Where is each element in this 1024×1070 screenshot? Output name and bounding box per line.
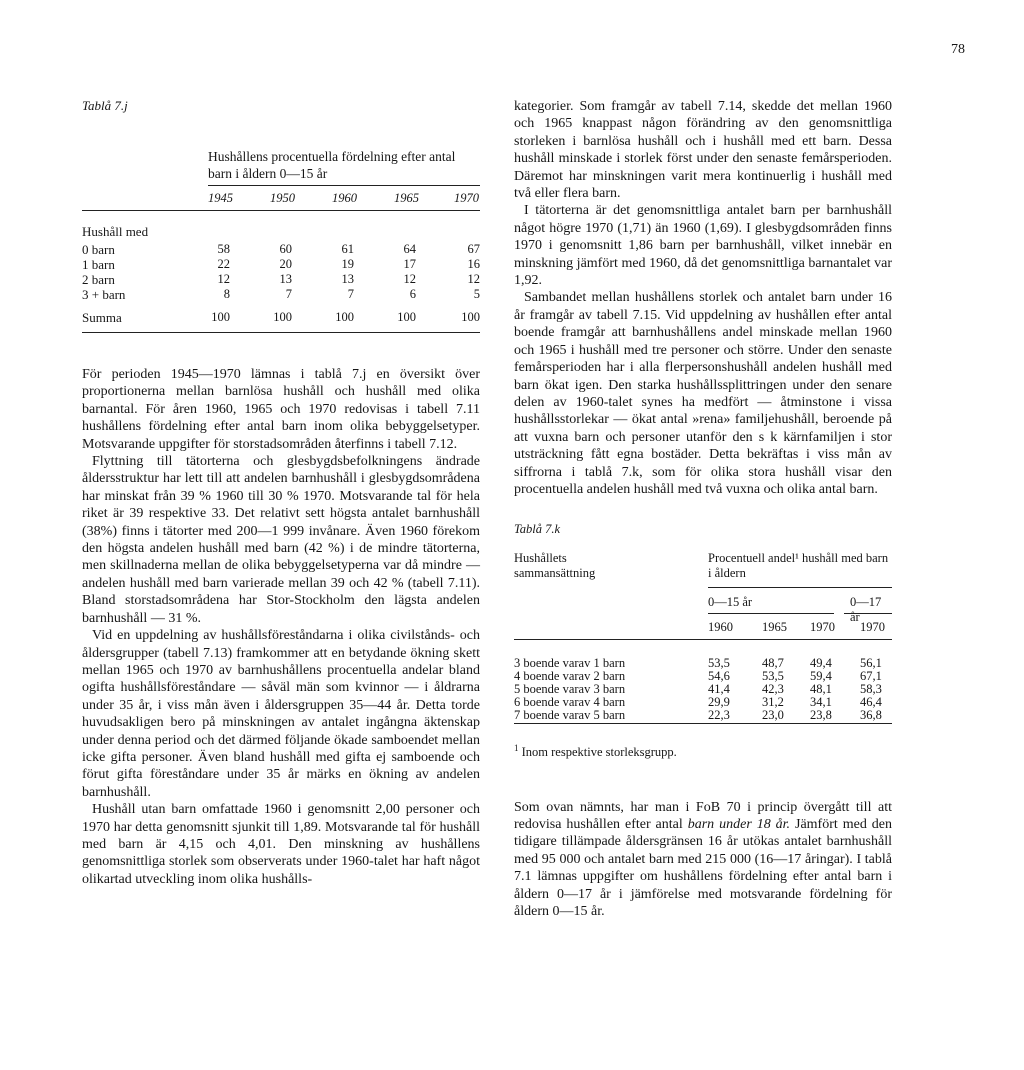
paragraph: För perioden 1945—1970 lämnas i tablå 7.j en översikt över proportionerna mellan barnlösa hushåll och hushåll med olika barnantal. För åren 1960, 1965 och 1970 redovisas i tabell 7.11 hushållens fördelning efter antal barn inom olika bebyggelsetyper. Motsvarande uppgifter för storstadsområden återfinns i tabell 7.12. <box>82 367 480 452</box>
row-label: 2 barn <box>82 272 115 287</box>
group-label: Hushåll med <box>82 224 149 239</box>
footnote-mark: 1 <box>514 743 519 754</box>
table-cell: 22 <box>217 257 230 271</box>
paragraph <box>514 799 892 921</box>
table-cell: 36,8 <box>860 708 882 723</box>
page-number: 78 <box>951 42 965 57</box>
table-cell: 20 <box>279 257 292 271</box>
footnote-text: Inom respektive storleksgrupp. <box>521 745 677 760</box>
paragraph-part: Jämfört med den tidigare tillämpade åldersgränsen 16 år utökas antalet barnhushåll med 95 000 och antalet barn med 215 000 (16—17 åringar). I tablå 7.1 lämnas uppgifter om hushållens fördelning efter antal barn i åldern 0—17 år i jämförelse med motsvarande fördelning för åldern 0—15 år. <box>514 816 892 919</box>
year-header: 1965 <box>762 620 787 635</box>
left-body-text <box>82 366 480 888</box>
table-cell: 13 <box>341 272 354 286</box>
table-footnote <box>514 743 892 760</box>
table-cell: 31,2 <box>762 695 784 710</box>
table-cell: 34,1 <box>810 695 832 710</box>
table-cell: 56,1 <box>860 656 882 671</box>
row-label: 5 boende varav 3 barn <box>514 682 626 697</box>
table-cell: 22,3 <box>708 708 730 723</box>
table-cell: 48,1 <box>810 682 832 697</box>
table-cell: 7 <box>285 287 292 301</box>
table-rule <box>708 587 892 588</box>
header-line: Hushållets <box>514 551 567 566</box>
table-rule <box>82 332 480 333</box>
paragraph-part: Som ovan nämnts, har man i FoB 70 i princip övergått till att redovisa hushållen efter antal <box>514 799 892 832</box>
row-label: 3 boende varav 1 barn <box>514 656 626 671</box>
table-cell: 7 <box>347 287 354 301</box>
table-cell: 5 <box>473 287 480 301</box>
row-label: 0 barn <box>82 242 115 257</box>
table-rule <box>208 185 480 186</box>
table-cell: 8 <box>223 287 230 301</box>
table-rule <box>514 639 892 640</box>
table-cell: 100 <box>461 310 480 324</box>
row-label: 3 + barn <box>82 287 126 302</box>
table-7k <box>514 543 892 729</box>
paragraph: Hushåll utan barn omfattade 1960 i genomsnitt 2,00 personer och 1970 har detta genomsnitt sjunkit till 1,89. Motsvarande tal för hushåll med barn är 4,15 och 4,01. Den minskning av hushållens genomsnittliga storlek som observerats under 1960-talet har haft något olikartad utveckling inom olika hushålls- <box>82 802 480 887</box>
table-rule <box>514 723 892 724</box>
year-header: 1970 <box>860 620 885 635</box>
row-label: 7 boende varav 5 barn <box>514 708 626 723</box>
table-cell: 41,4 <box>708 682 730 697</box>
table-cell: 42,3 <box>762 682 784 697</box>
table-cell: 53,5 <box>708 656 730 671</box>
row-label: 1 barn <box>82 257 115 272</box>
paragraph: Sambandet mellan hushållens storlek och antalet barn under 16 år framgår av tabell 7.15. Vid uppdelning av hushållen efter antal boende framgår att barnhushållens andel minskade mellan 1960 och 1965 i hushåll med tre personer och större. Under den senaste femårsperioden har i alla flerpersonshushåll andelen hushåll med barn ökat igen. Den starka hushållssplittringen under den senare delen av 1960-talet synes ha medfört — åtminstone i vissa hushållsstorlekar — ökat antal »rena» familjehushåll, beroende på att vuxna barn och personer utanför den s k kärnfamiljen i stor utsträckning fått egna bostäder. Detta bekräftas i viss mån av siffrorna i tablå 7.k, som för olika stora hushåll visar den procentuella andelen hushåll med två vuxna och olika antal barn. <box>514 290 892 497</box>
table-rule <box>844 613 892 614</box>
table-rule <box>708 613 834 614</box>
table-cell: 29,9 <box>708 695 730 710</box>
table-cell: 12 <box>403 272 416 286</box>
row-label: 4 boende varav 2 barn <box>514 669 626 684</box>
table-cell: 59,4 <box>810 669 832 684</box>
year-header: 1945 <box>208 191 233 205</box>
header-line: i åldern <box>708 566 746 581</box>
table-cell: 48,7 <box>762 656 784 671</box>
table-7j <box>82 114 480 344</box>
table-cell: 23,8 <box>810 708 832 723</box>
table-cell: 100 <box>211 310 230 324</box>
year-header: 1970 <box>454 191 479 205</box>
paragraph: Vid en uppdelning av hushållsföreståndarna i olika civilstånds- och åldersgrupper (tabell 7.13) framkommer att en betydande ökning skett mellan 1965 och 1970 av barnhushållens procentuella andelar bland ogifta hushållsföreståndare — såväl män som kvinnor — i åldrarna under 35 år, i viss mån även i åldersgruppen 35—44 år. Detta torde huvudsakligen bero på minskningen av antalet ingångna äktenskap under denna period och det därmed följande ökade samboendet mellan icke gifta personer. Även bland hushåll med gifta ej samboende och förut gifta föreståndare under 35 år märks en ökning av andelen barnhushåll. <box>82 628 480 800</box>
table-cell: 12 <box>217 272 230 286</box>
table-cell: 100 <box>397 310 416 324</box>
table-rule <box>82 210 480 211</box>
paragraph: I tätorterna är det genomsnittliga antalet barn per barnhushåll något högre 1970 (1,71) än 1960 (1,69). I glesbygdsområden finns 1970 i genomsnitt 1,86 barn per barnhushåll, vilket innebär en minskning jämfört med 1960, då det genomsnittliga barnantalet var 1,92. <box>514 203 892 289</box>
table-cell: 17 <box>403 257 416 271</box>
table-cell: 46,4 <box>860 695 882 710</box>
sum-label: Summa <box>82 310 122 325</box>
table-cell: 16 <box>467 257 480 271</box>
table-cell: 12 <box>467 272 480 286</box>
header-line: Procentuell andel¹ hushåll med barn <box>708 551 889 566</box>
table-7k-title: Tablå 7.k <box>514 522 561 537</box>
table-7j-caption: Hushållens procentuella fördelning efter antal barn i åldern 0—15 år <box>208 149 456 181</box>
paragraph: Flyttning till tätorterna och glesbygdsbefolkningens ändrade åldersstruktur har lett till att andelen barnhushåll i glesbygdsområdena har minskat från 39 % 1960 till 30 % 1970. Motsvarande tal för hela riket är 39 respektive 33. Det relativt sett högsta antalet barnhushåll (38%) finns i tätorter med 200—1 999 invånare. Även 1960 förekom den högsta andelen hushåll med barn (42 %) i de mindre tätorterna, men skillnaderna mellan de olika bebyggelsetyperna var då mindre — andelen hushåll med barn varierade mellan 39 och 42 % (tabell 7.11). Bland storstadsområdena har Stor-Stockholm den lägsta andelen barnhushåll — 31 %. <box>82 454 480 626</box>
group-header: 0—15 år <box>708 595 753 610</box>
table-cell: 64 <box>403 242 416 256</box>
table-cell: 54,6 <box>708 669 730 684</box>
group-header: 0—17 år <box>850 595 882 625</box>
table-cell: 60 <box>279 242 292 256</box>
right-column <box>514 98 892 920</box>
column-header-left <box>514 551 595 581</box>
table-cell: 61 <box>341 242 354 256</box>
year-header: 1970 <box>810 620 835 635</box>
table-cell: 100 <box>335 310 354 324</box>
paragraph: kategorier. Som framgår av tabell 7.14, skedde det mellan 1960 och 1965 knappast någon förändring av den genomsnittliga storleken i barnlösa hushåll och i hushåll med ett barn. Dessa hushåll minskade i storlek först under den senaste femårsperioden. Däremot har minskningen varit mera kontinuerlig i hushåll med två eller flera barn. <box>514 99 892 202</box>
table-cell: 67 <box>467 242 480 256</box>
table-cell: 100 <box>273 310 292 324</box>
table-7j-title: Tablå 7.j <box>82 98 128 113</box>
paragraph-italic: barn under 18 år. <box>687 816 791 832</box>
table-cell: 58 <box>217 242 230 256</box>
year-header: 1960 <box>708 620 733 635</box>
table-cell: 6 <box>409 287 416 301</box>
table-cell: 13 <box>279 272 292 286</box>
header-line: sammansättning <box>514 566 596 581</box>
year-header: 1965 <box>394 191 419 205</box>
table-cell: 49,4 <box>810 656 832 671</box>
year-header: 1960 <box>332 191 357 205</box>
row-label: 6 boende varav 4 barn <box>514 695 626 710</box>
table-cell: 67,1 <box>860 669 882 684</box>
table-cell: 58,3 <box>860 682 882 697</box>
table-cell: 23,0 <box>762 708 784 723</box>
column-header-right <box>708 551 892 581</box>
year-header: 1950 <box>270 191 295 205</box>
table-cell: 53,5 <box>762 669 784 684</box>
left-column <box>82 98 480 888</box>
table-cell: 19 <box>341 257 354 271</box>
